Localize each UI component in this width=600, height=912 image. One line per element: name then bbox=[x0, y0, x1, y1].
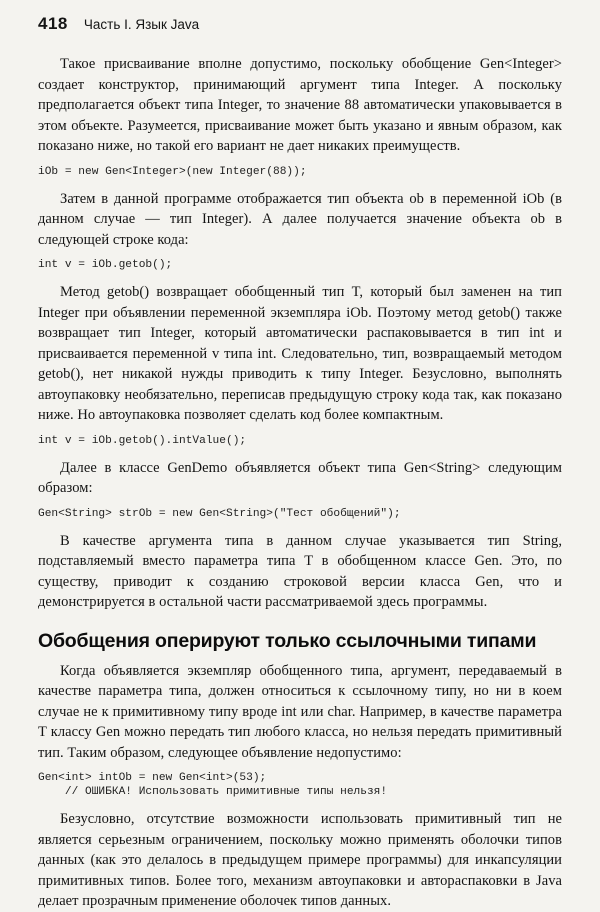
page-header bbox=[38, 14, 562, 40]
paragraph-4: Далее в классе GenDemo объявляется объект типа Gen<String> следующим образом: bbox=[38, 459, 562, 496]
code-line-1: iOb = new Gen<Integer>(new Integer(88)); bbox=[38, 165, 307, 178]
code-line-3: int v = iOb.getob().intValue(); bbox=[38, 434, 247, 447]
paragraph-1: Такое присваивание вполне допустимо, поскольку обобщение Gen<Integer> создает конструктор, принимающий аргумент типа Integer. А поскольку предполагается объект типа Integer, то значение 88 автоматически упаковывается в этом объекте. Разумеется, присваивание может быть указано и явным образом, как показано ниже, но такой его вариант не дает никаких преимуществ. bbox=[38, 56, 562, 154]
code-line-5a: Gen<int> intOb = new Gen<int>(53); bbox=[38, 772, 267, 784]
paragraph-7: Безусловно, отсутствие возможности использовать примитивный тип не является серьезным ограничением, поскольку можно применять оболочки типов данных (как это делалось в предыдущем примере программы) для инкапсуляции примитивных типов. Более того, механизм автоупаковки и автораспаковки в Java делает прозрачным применение оболочек типов данных. bbox=[38, 811, 562, 909]
code-line-2: int v = iOb.getob(); bbox=[38, 259, 173, 271]
paragraph-6: Когда объявляется экземпляр обобщенного типа, аргумент, передаваемый в качестве параметра типа, должен относиться к ссылочному типу, но ни в коем случае не к примитивному типу вроде int или char. Например, в качестве параметра T классу Gen можно передать тип любого класса, но нельзя передать примитивный тип. Таким образом, следующее объявление недопустимо: bbox=[38, 662, 562, 761]
paragraph-3: Метод getob() возвращает обобщенный тип T, который был заменен на тип Integer при объявлении переменной экземпляра iOb. Поэтому метод getob() также возвращает тип Integer, который автоматически распаковывается в тип int и присваивается переменной v типа int. Следовательно, тип, возвращаемый методом getob(), нет никакой нужды приводить к типу Integer. Безусловно, выполнять автоупаковку необязательно, переписав предыдущую строку кода так, как показано ниже. Но автоупаковка позволяет сделать код более компактным. bbox=[38, 284, 562, 423]
running-title: Часть I. Язык Java bbox=[83, 17, 200, 32]
paragraph-5: В качестве аргумента типа в данном случае указывается тип String, подставляемый вместо параметра типа T в обобщенном классе Gen. Это, по существу, приводит к созданию строковой версии класса Gen, что и демонстрируется в остальной части рассматриваемой здесь программы. bbox=[38, 532, 562, 610]
page-number: 418 bbox=[38, 14, 68, 33]
code-line-4: Gen<String> strOb = new Gen<String>("Тест обобщений"); bbox=[38, 507, 401, 520]
code-line-5b: // ОШИБКА! Использовать примитивные типы нельзя! bbox=[38, 786, 388, 798]
paragraph-2: Затем в данной программе отображается тип объекта ob в переменной iOb (в данном случае — тип Integer). А далее получается значение объекта ob в следующей строке кода: bbox=[38, 190, 562, 248]
section-heading: Обобщения оперируют только ссылочными типами bbox=[38, 629, 537, 652]
